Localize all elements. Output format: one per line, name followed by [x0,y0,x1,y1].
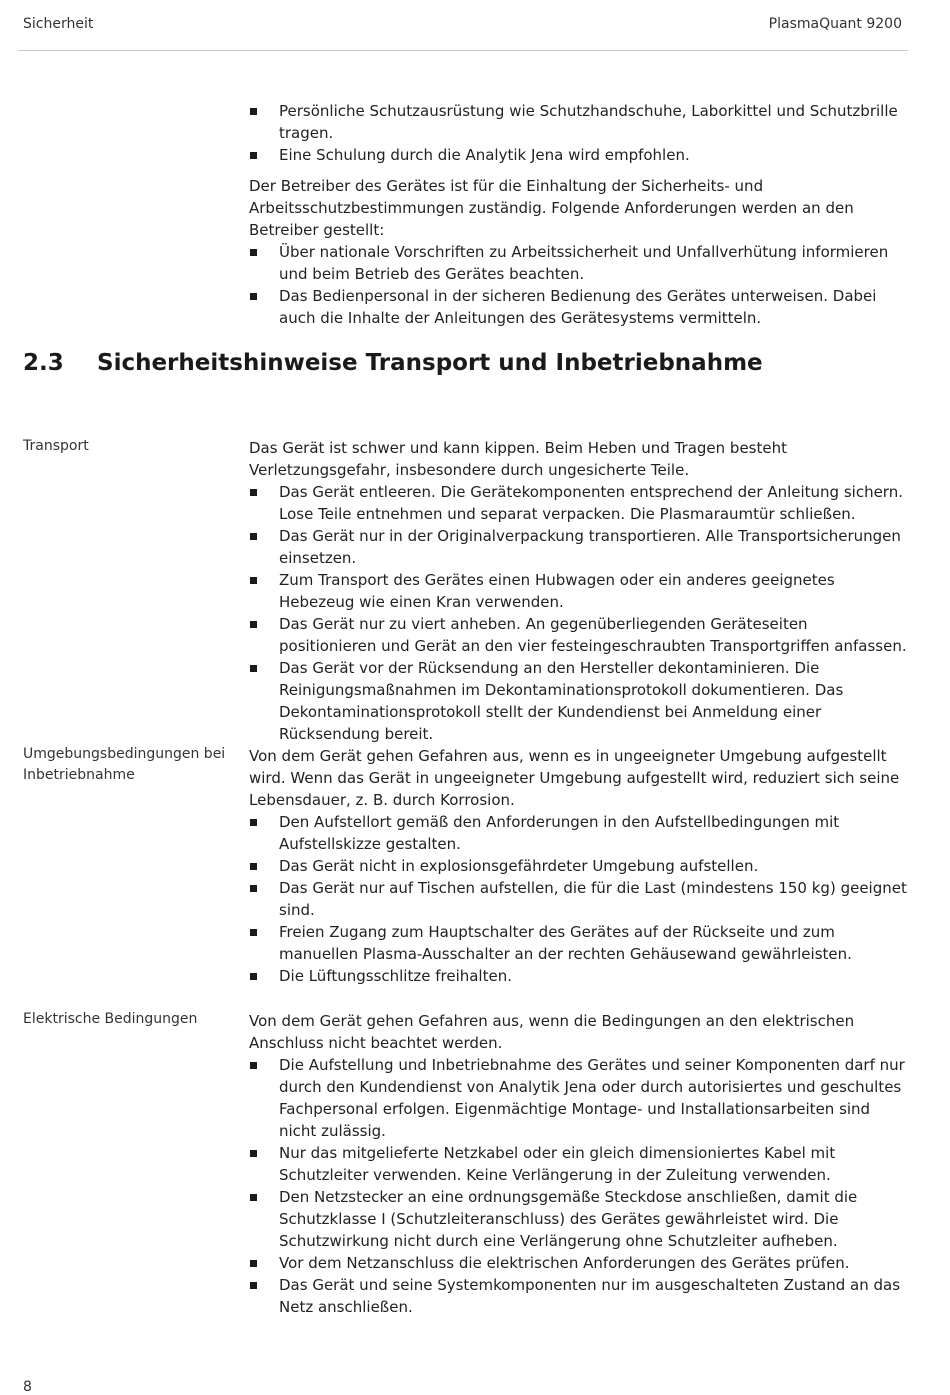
list-item: Über nationale Vorschriften zu Arbeitssicherheit und Unfallverhütung informieren und beim Betrieb des Gerätes beachten. [249,241,909,285]
list-item: Den Netzstecker an eine ordnungsgemäße Steckdose anschließen, damit die Schutzklasse I (Schutzleiteranschluss) des Gerätes gewährleistet wird. Die Schutzwirkung nicht durch eine Verlängerung ohne Schutzleiter aufheben. [249,1186,909,1252]
intro-block [249,100,909,329]
list-item: Persönliche Schutzausrüstung wie Schutzhandschuhe, Laborkittel und Schutzbrille tragen. [249,100,909,144]
environment-paragraph: Von dem Gerät gehen Gefahren aus, wenn es in ungeeigneter Umgebung aufgestellt wird. Wenn das Gerät in ungeeigneter Umgebung aufgestellt wird, reduziert sich seine Lebensdauer, z. B. durch Korrosion. [249,747,900,809]
environment-block [249,745,909,987]
electrical-paragraph: Von dem Gerät gehen Gefahren aus, wenn die Bedingungen an den elektrischen Anschluss nicht beachtet werden. [249,1012,855,1052]
environment-list [249,811,909,987]
transport-block [249,437,909,745]
list-item: Das Gerät vor der Rücksendung an den Hersteller dekontaminieren. Die Reinigungsmaßnahmen im Dekontaminationsprotokoll dokumentieren. Das Dekontaminationsprotokoll stellt der Kundendienst bei Anmeldung einer Rücksendung bereit. [249,657,909,745]
list-item: Nur das mitgelieferte Netzkabel oder ein gleich dimensioniertes Kabel mit Schutzleiter verwenden. Keine Verlängerung in der Zuleitung verwenden. [249,1142,909,1186]
list-item: Das Gerät nur auf Tischen aufstellen, die für die Last (mindestens 150 kg) geeignet sind. [249,877,909,921]
list-item: Das Gerät nur in der Originalverpackung transportieren. Alle Transportsicherungen einsetzen. [249,525,909,569]
operator-paragraph: Der Betreiber des Gerätes ist für die Einhaltung der Sicherheits- und Arbeitsschutzbestimmungen zuständig. Folgende Anforderungen werden an den Betreiber gestellt: [249,177,854,239]
list-item: Die Aufstellung und Inbetriebnahme des Gerätes und seiner Komponenten darf nur durch den Kundendienst von Analytik Jena oder durch autorisiertes und geschultes Fachpersonal erfolgen. Eigenmächtige Montage- und Installationsarbeiten sind nicht zulässig. [249,1054,909,1142]
transport-label: Transport [23,438,89,454]
list-item: Vor dem Netzanschluss die elektrischen Anforderungen des Gerätes prüfen. [249,1252,909,1274]
electrical-block [249,1010,909,1318]
header-divider [18,50,908,51]
transport-list [249,481,909,745]
list-item: Das Gerät entleeren. Die Gerätekomponenten entsprechend der Anleitung sichern. Lose Teile entnehmen und separat verpacken. Die Plasmaraumtür schließen. [249,481,909,525]
section-title: Sicherheitshinweise Transport und Inbetriebnahme [97,350,763,376]
list-item: Den Aufstellort gemäß den Anforderungen in den Aufstellbedingungen mit Aufstellskizze gestalten. [249,811,909,855]
section-number: 2.3 [23,350,64,376]
intro-top-list [249,100,909,166]
list-item: Das Gerät nur zu viert anheben. An gegenüberliegenden Geräteseiten positionieren und Gerät an den vier festeingeschraubten Transportgriffen anfassen. [249,613,909,657]
list-item: Eine Schulung durch die Analytik Jena wird empfohlen. [249,144,909,166]
electrical-list [249,1054,909,1318]
electrical-label: Elektrische Bedingungen [23,1011,198,1027]
list-item: Freien Zugang zum Hauptschalter des Gerätes auf der Rückseite und zum manuellen Plasma-Ausschalter an der rechten Gehäusewand gewährleisten. [249,921,909,965]
running-header-chapter: Sicherheit [23,16,94,32]
page-number: 8 [23,1379,32,1395]
section-heading [23,350,763,376]
intro-bottom-list [249,241,909,329]
list-item: Das Gerät und seine Systemkomponenten nur im ausgeschalteten Zustand an das Netz anschließen. [249,1274,909,1318]
list-item: Das Gerät nicht in explosionsgefährdeter Umgebung aufstellen. [249,855,909,877]
list-item: Zum Transport des Gerätes einen Hubwagen oder ein anderes geeignetes Hebezeug wie einen Kran verwenden. [249,569,909,613]
list-item: Die Lüftungsschlitze freihalten. [249,965,909,987]
transport-paragraph: Das Gerät ist schwer und kann kippen. Beim Heben und Tragen besteht Verletzungsgefahr, insbesondere durch ungesicherte Teile. [249,439,787,479]
running-header-product: PlasmaQuant 9200 [768,16,902,32]
list-item: Das Bedienpersonal in der sicheren Bedienung des Gerätes unterweisen. Dabei auch die Inhalte der Anleitungen des Gerätesystems vermitteln. [249,285,909,329]
environment-label: Umgebungsbedingungen bei Inbetriebnahme [23,746,226,783]
